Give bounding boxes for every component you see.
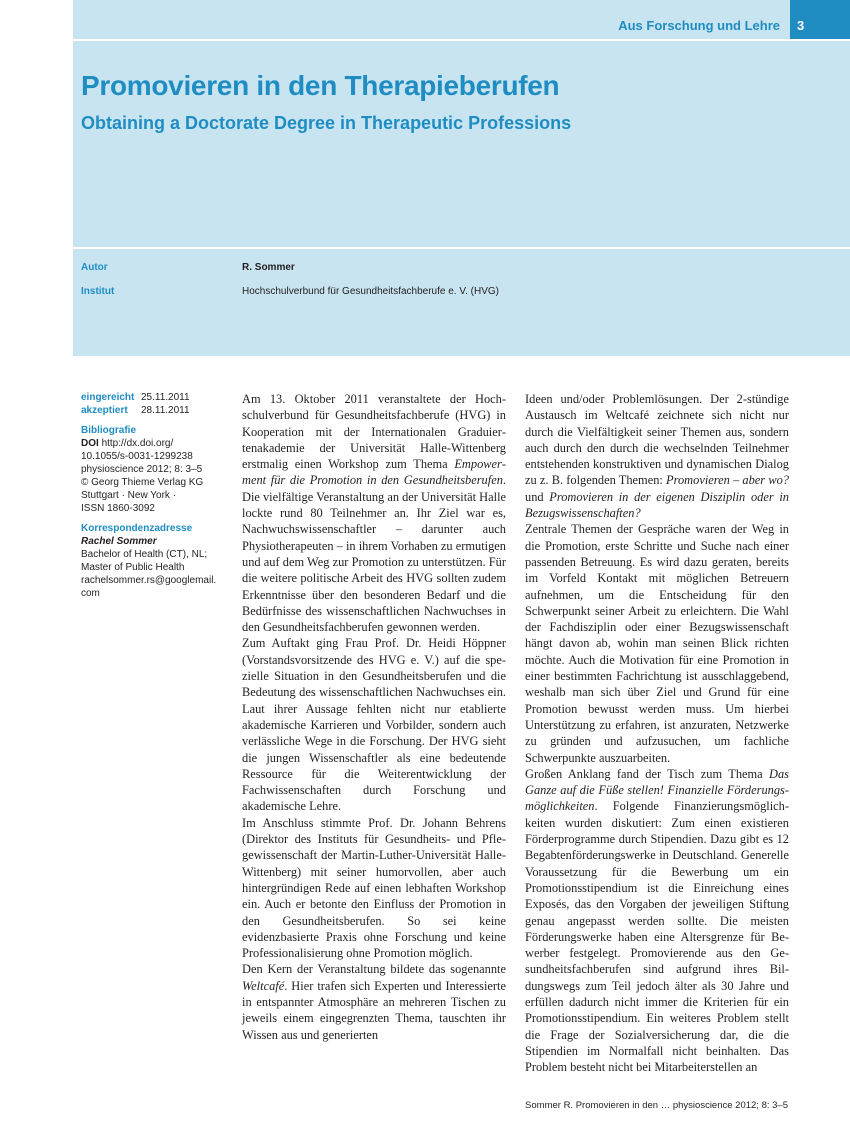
correspondence-name: Rachel Sommer bbox=[81, 536, 157, 547]
body-column-right bbox=[525, 391, 789, 1075]
issn: ISSN 1860-3092 bbox=[81, 503, 155, 514]
article-subtitle: Obtaining a Doctorate Degree in Therapeutic Professions bbox=[81, 113, 572, 133]
article-title: Promovieren in den Therapieberufen bbox=[81, 70, 560, 101]
paragraph: Zum Auftakt ging Frau Prof. Dr. Heidi Höppner (Vorstandsvorsitzende des HVG e. V.) auf die spezielle Situation in den Gesundheitsberufen und die Bedeutung des wissenschaftlichen Nachwuchses ein. Laut ihrer Aussage fehlten nicht nur etablierte akademische Karrieren und Vorbilder, sondern auch verlässliche Wege in die Forschung. Der HVG sieht die jungen Wissenschaftler als eine bedeutende Ressource für die Weiterentwicklung der Fachwissenschaften durch Forschung und akademische Lehre. bbox=[242, 636, 506, 814]
paragraph: Großen Anklang fand der Tisch zum Thema Das Ganze auf die Füße stellen! Finanzielle Förderungsmöglichkeiten. Folgende Finanzierungsmöglichkeiten wurden diskutiert: Zum einen existieren Förderprogramme durch Stipendien. Dazu gibt es 12 Begabtenförderungswerke in Deutschland. Generelle Voraussetzung für die Bewerbung um ein Promotionsstipendium ist die Einreichung eines Exposés, das den Vorgaben der jeweiligen Stiftung genau angepasst werden sollte. Die meisten Förderungswerke haben eine Altersgrenze für Bewerber festgelegt. Promovierende aus den Gesundheitsfachberufen sind aufgrund ihres Bildungswegs zum Teil jedoch älter als 30 Jahre und erfüllen dadurch nicht immer die Kriterien für ein Promotionsstipendium. Ein weiteres Problem stellt die Frage der Sozialversicherung dar, die die Stipendien im Normalfall nicht beinhalten. Das Problem besteht nicht bei Mitarbeiterstellen an bbox=[525, 766, 789, 1075]
submitted-date: 25.11.2011 bbox=[141, 392, 190, 403]
paragraph: Im Anschluss stimmte Prof. Dr. Johann Behrens (Direktor des Instituts für Gesundheits- und Pflegewissenschaft der Martin-Luther-Universität Halle-Wittenberg) mit seiner humorvollen, aber auch hintergründigen Rede auf einen lebhaften Workshop ein. Auch er betonte den Einfluss der Promotion in den Gesundheitsberufen. So sei keine evidenzbasierte Praxis ohne Forschung und keine Professionalisierung ohne Promotion möglich. bbox=[242, 815, 506, 961]
publisher-location: Stuttgart · New York · bbox=[81, 490, 177, 501]
accepted-label: akzeptiert bbox=[81, 405, 128, 416]
author-name: R. Sommer bbox=[242, 262, 295, 273]
institute-label: Institut bbox=[81, 286, 115, 297]
correspondence-label: Korrespondenzadresse bbox=[81, 523, 193, 534]
doi-link[interactable]: http://dx.doi.org/ bbox=[101, 438, 174, 449]
doi-line: 10.1055/s-0031-1299238 bbox=[81, 451, 193, 462]
submitted-label: eingereicht bbox=[81, 392, 135, 403]
correspondence-line: Bachelor of Health (CT), NL; bbox=[81, 549, 208, 560]
accepted-date: 28.11.2011 bbox=[141, 405, 190, 416]
correspondence-email-end: com bbox=[81, 588, 100, 599]
publisher-line: © Georg Thieme Verlag KG bbox=[81, 477, 204, 488]
institute-name: Hochschulverbund für Gesundheitsfachberufe e. V. (HVG) bbox=[242, 286, 499, 297]
paragraph-continues: . Hier trafen sich Experten und Interessierte in entspannter Atmosphäre an mehreren Tischen zu jeweils einem eingegrenzten Thema, tauschten ihr Wissen aus und generierten bbox=[242, 978, 506, 1042]
paragraph: Den Kern der Veranstaltung bildete das sogenannte Weltcafé. Hier trafen sich Experten und Interessierte in entspannter Atmosphäre an mehreren Tischen zu jeweils einem eingegrenzten Thema, tauschten ihr Wissen aus und generierten bbox=[242, 962, 506, 1042]
page-number-box bbox=[790, 0, 850, 39]
paragraph: Am 13. Oktober 2011 veranstaltete der Hochschulverbund für Gesundheitsfachberufe (HVG) in Kooperation mit der Internationalen Graduiertenakademie der Universität Halle-Wittenberg erstmalig einen Workshop zum Thema Empowerment für die Promotion in den Gesundheitsberufen. Die vielfältige Veranstaltung an der Universität Halle lockte rund 80 Teilnehmer an. Ihr Ziel war es, Nachwuchswissenschaftler – darunter auch Physiotherapeuten – in ihrem Vorhaben zu ermutigen und auf dem Weg zur Promotion zu unterstützen. Für die weitere politische Arbeit des HVG sollten zudem Erkenntnisse über den besonderen Bedarf und die Bedürfnisse des wissenschaftlichen Nachwuchses in den Gesundheitsfachberufen gewonnen werden. bbox=[242, 392, 507, 635]
page-number: 3 bbox=[797, 18, 805, 33]
correspondence-email[interactable]: rachelsommer.rs@googlemail. bbox=[81, 575, 217, 586]
paragraph: Zentrale Themen der Gespräche waren der Weg in die Promotion, erste Schritte und Suche nach einer passenden Betreuung. Es wird dazu geraten, bereits im Vorfeld Kontakt mit möglichen Betreuern aufnehmen, um die Entscheidung für den Schwerpunkt seiner Arbeit zu erleichtern. Die Wahl der Fachdisziplin oder einer Bezugswissenschaft hängt davon ab, wohin man seinen Blick richten möchte. Auch die Motivation für eine Promotion in einer bestimmten Fachrichtung ist ausschlaggebend, weshalb man sich über Ziel und Grund für eine Promotion bewusst werden muss. Um hierbei Unterstützung zu erfahren, ist anzuraten, Netzwerke zu gründen und aufzusuchen, um fachliche Schwerpunkte auszuarbeiten. bbox=[525, 522, 789, 765]
bibliography-label: Bibliografie bbox=[81, 425, 137, 436]
meta-band bbox=[73, 249, 850, 356]
page-footer: Sommer R. Promovieren in den … physioscience 2012; 8: 3–5 bbox=[525, 1100, 788, 1111]
body-column-left bbox=[242, 391, 506, 1043]
article-sidebar bbox=[81, 391, 231, 600]
paragraph-continued: Ideen und/oder Problemlösungen. Der 2-stündige Austausch im Weltcafé zeichnete sich nicht nur durch die Vielfältigkeit seiner Themen aus, sondern auch durch den durch die wechselnden Teilnehmer entstehenden konstruktiven und dynamischen Dialog zu z. B. folgenden Themen: bbox=[525, 392, 789, 488]
journal-citation: physioscience 2012; 8: 3–5 bbox=[81, 464, 203, 475]
doi-label: DOI bbox=[81, 438, 99, 449]
section-title: Aus Forschung und Lehre bbox=[618, 18, 780, 33]
author-label: Autor bbox=[81, 262, 108, 273]
correspondence-line: Master of Public Health bbox=[81, 562, 185, 573]
paragraph: Ideen und/oder Problemlösungen. Der 2-stündige Austausch im Weltcafé zeichnete sich nicht nur durch die Vielfältigkeit seiner Themen aus, sondern auch durch den durch die wechselnden Teilnehmer entstehenden konstruktiven und dynamischen Dialog zu z. B. folgenden Themen: Promovieren – aber wo? und Promovieren in der eigenen Disziplin oder in Bezugswissenschaften? bbox=[525, 392, 789, 521]
